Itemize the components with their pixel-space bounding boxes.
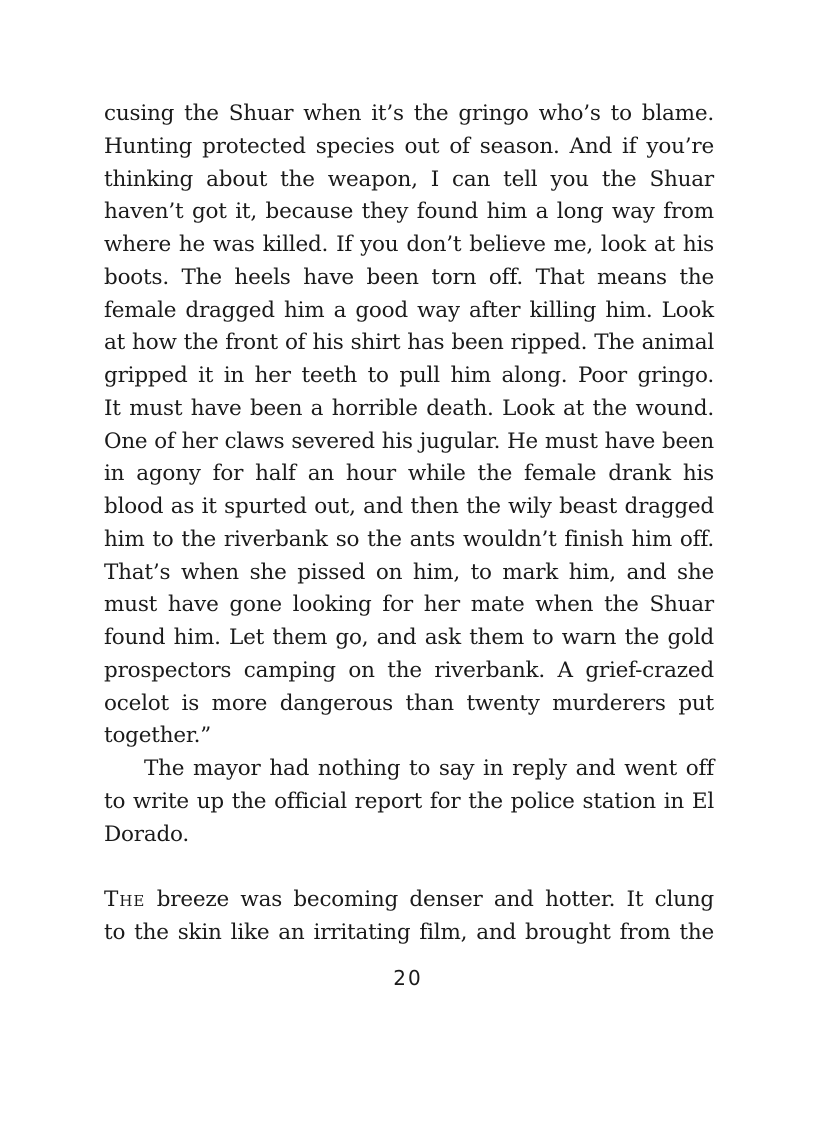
- text-line: [104, 884, 714, 917]
- section-break: [104, 851, 714, 884]
- text-line: That’s when she pissed on him, to mark him, and she: [104, 559, 714, 585]
- text-line: Hunting protected species out of season. And if you’re: [104, 133, 714, 159]
- text-line: boots. The heels have been torn off. That means the: [104, 264, 714, 290]
- text-line: thinking about the weapon, I can tell you the Shuar: [104, 166, 714, 192]
- page-number: 20: [393, 966, 423, 990]
- text-line-rest: breeze was becoming denser and hotter. It clung: [156, 887, 714, 912]
- text-line: blood as it spurted out, and then the wily beast dragged: [104, 494, 714, 519]
- text-line: female dragged him a good way after killing him. Look: [104, 297, 714, 323]
- text-line: to write up the official report for the police station in El: [104, 788, 714, 814]
- text-line: found him. Let them go, and ask them to warn the gold: [104, 625, 714, 650]
- text-line: must have gone looking for her mate when the Shuar: [104, 592, 714, 618]
- text-line: to the skin like an irritating film, and brought from the: [104, 919, 714, 945]
- text-line: where he was killed. If you don’t believe me, look at his: [104, 232, 714, 257]
- text-line: cusing the Shuar when it’s the gringo who’s to blame.: [104, 101, 714, 126]
- text-line: together.”: [104, 723, 212, 749]
- paragraph: [104, 884, 714, 950]
- paragraph: [104, 753, 714, 851]
- page-body: [104, 98, 714, 950]
- text-line: at how the front of his shirt has been ripped. The animal: [104, 330, 714, 356]
- text-line: prospectors camping on the riverbank. A grief-crazed: [104, 657, 714, 683]
- text-line: gripped it in her teeth to pull him along. Poor gringo.: [104, 363, 714, 388]
- text-line: It must have been a horrible death. Look at the wound.: [104, 395, 714, 421]
- text-line: One of her claws severed his jugular. He must have been: [104, 428, 714, 454]
- text-line: him to the riverbank so the ants wouldn’t finish him off.: [104, 526, 714, 552]
- text-line: Dorado.: [104, 821, 190, 847]
- text-line: ocelot is more dangerous than twenty murderers put: [104, 690, 714, 716]
- text-line: The mayor had nothing to say in reply and went off: [144, 756, 714, 781]
- text-line: haven’t got it, because they found him a long way from: [104, 199, 714, 225]
- paragraph: [104, 98, 714, 753]
- text-line: in agony for half an hour while the female drank his: [104, 461, 714, 487]
- section-lead-in: The: [104, 887, 146, 912]
